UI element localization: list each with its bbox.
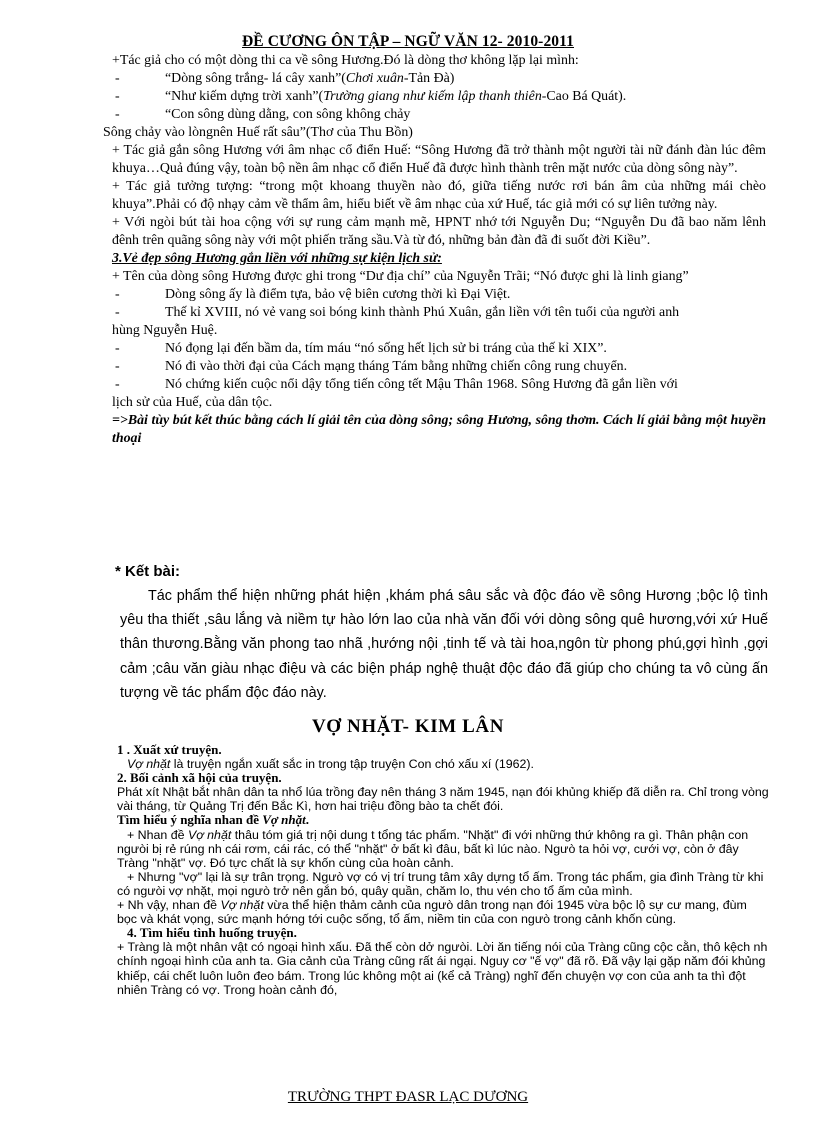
history-item: - Nó chứng kiến cuộc nổi dậy tổng tiến công tết Mậu Thân 1968. Sông Hương đã gắn liền với	[115, 377, 678, 392]
paragraph-situation: + Tràng là một nhân vật có ngoại hình xấu. Đã thế còn dở ngưòi. Lời ăn tiếng nói của Tràng cũng cộc cằn, thô kệch nh chính ngoại hình của anh ta. Gia cảnh của Tràng cũng rất ái ngại. Nguy cơ "ế vợ" đã rõ. Đã vậy lại gặp năm đói khủng khiếp, cái chết luôn luôn đeo bám. Trong lúc không một ai (kể cả Tràng) nghĩ đến chuyện vợ con của anh ta thì đột nhiên Tràng có vợ. Trong hoàn cảnh đó,	[117, 940, 768, 997]
paragraph-title-meaning-1: + Nhan đề Vợ nhặt thâu tóm giá trị nội dung t tổng tác phẩm. "Nhặt" đi với những thứ không ra gì. Thân phận con ngưòi bị rẻ rúng nh cái rơm, cái rác, có thể "nhặt" ở bất kì đâu, bất kì lúc nào. Ngưò ta hỏi vợ, cưới vợ, còn ở đây Tràng "nhặt" vợ. Đó tực chất là sự khốn cùng của hoàn cảnh.	[117, 827, 749, 870]
footer-school-name: TRƯỜNG THPT ĐASR LẠC DƯƠNG	[287, 1089, 529, 1105]
paragraph-context: Phát xít Nhật bắt nhân dân ta nhổ lúa trồng đay nên tháng 3 năm 1945, nạn đói khủng khiếp đã diễn ra. Chỉ trong vòng vài tháng, từ Quảng Trị đến Bắc Kì, hơn hai triệu đồng bào ta chết đói.	[117, 785, 769, 814]
quote-item: - “Dòng sông trắng- lá cây xanh”(Chơi xuân-Tản Đà)	[115, 71, 455, 86]
page-header-title: ĐỀ CƯƠNG ÔN TẬP – NGỮ VĂN 12- 2010-2011	[242, 33, 574, 50]
section-heading-title-meaning: Tìm hiểu ý nghĩa nhan đề Vợ nhặt.	[117, 812, 309, 828]
paragraph-nguyen-du: + Với ngòi bút tài hoa cộng với sự rung cảm mạnh mẽ, HPNT nhớ tới Nguyễn Du; “Nguyễn Du đã bao năm lênh đênh trên quãng sông này với một phiến trăng sầu.Và từ đó, những bản đàn đã đi suốt đời Kiều”.	[112, 215, 766, 248]
paragraph-river-name: + Tên của dòng sông Hương được ghi trong “Dư địa chí” của Nguyễn Trãi; “Nó được ghi là linh giang”	[112, 269, 689, 284]
paragraph-origin: Vợ nhặt là truyện ngắn xuất sắc in trong tập truyện Con chó xấu xí (1962).	[127, 757, 535, 772]
conclusion-paragraph: =>Bài tùy bút kết thúc bằng cách lí giải tên của dòng sông; sông Hương, sông thơm. Cách lí giải bằng một huyền thoại	[112, 413, 766, 446]
vo-nhat-title: VỢ NHẶT- KIM LÂN	[311, 716, 505, 737]
paragraph-imagine: + Tác giả tưởng tượng: “trong một khoang thuyền nào đó, giữa tiếng nước rơi bán âm của những mái chèo khuya”.Phải có độ nhạy cảm về thẩm âm, hiểu biết về âm nhạc của xứ Huế, tác giả mới có sự liên tưởng này.	[112, 179, 766, 212]
ket-bai-body: Tác phẩm thể hiện những phát hiện ,khám phá sâu sắc và độc đáo về sông Hương ;bộc lộ tình yêu tha thiết ,sâu lắng và niềm tự hào lớn lao của nhà văn đối với dòng sông quê hương,với xứ Huế thân thương.Bằng văn phong tao nhã ,hướng nội ,tinh tế và tài hoa,ngôn từ phong phú,gợi hình ,gợi cảm ;câu văn giàu nhạc điệu và các biện pháp nghệ thuật độc đáo đã giúp cho chúng ta vô cùng ấn tượng về tác phẩm độc đáo này.	[120, 588, 768, 701]
ket-bai-heading: * Kết bài:	[115, 563, 181, 580]
section-heading-3: 3.Vẻ đẹp sông Hương gắn liền với những sự kiện lịch sử:	[112, 251, 442, 266]
quote-item: - “Như kiếm dựng trời xanh”(Trường giang như kiếm lập thanh thiên-Cao Bá Quát).	[115, 89, 627, 104]
paragraph-title-meaning-3: + Nh vậy, nhan đề Vợ nhặt vừa thể hiện thảm cảnh của ngưò dân trong nạn đói 1945 vừa bộc lộ sự cư mang, đùm bọc và khát vọng, sức mạnh hớng tới cuộc sống, tổ ấm, niềm tin của con ngưò trong cảnh khốn cùng.	[117, 898, 747, 927]
quote-item: - “Con sông dùng dằng, con sông không chảy	[115, 107, 411, 122]
part1-section	[103, 52, 766, 448]
section-heading-2: 2. Bối cảnh xã hội của truyện.	[117, 770, 282, 786]
section-heading-1: 1 . Xuất xứ truyện.	[117, 742, 222, 757]
paragraph-title-meaning-2: + Nhưng "vợ" lại là sự trân trọng. Ngưò vợ có vị trí trung tâm xây dựng tổ ấm. Trong tác phẩm, gia đình Tràng từ khi có ngưòi vợ nhặt, mọi ngưò trở nên gắn bó, quây quần, chăm lo, thu vén cho tổ ấm của mình.	[117, 869, 764, 898]
paragraph-intro: +Tác giả cho có một dòng thi ca về sông Hương.Đó là dòng thơ không lặp lại mình:	[112, 53, 579, 68]
history-item: - Nó đọng lại đến bầm da, tím máu “nó sống hết lịch sử bi tráng của thế kỉ XIX”.	[115, 341, 607, 356]
quote-continuation: Sông chảy vào lòngnên Huế rất sâu”(Thơ của Thu Bồn)	[103, 125, 413, 140]
history-item: - Thế kỉ XVIII, nó vẻ vang soi bóng kinh thành Phú Xuân, gắn liền với tên tuổi của người anh	[115, 305, 680, 320]
vo-nhat-section	[117, 743, 770, 997]
history-item-continuation: hùng Nguyễn Huệ.	[112, 323, 218, 338]
section-heading-4: 4. Tìm hiểu tình huống truyện.	[127, 925, 297, 941]
history-item-continuation: lịch sử của Huế, của dân tộc.	[112, 395, 273, 410]
history-item: - Nó đi vào thời đại của Cách mạng tháng Tám bằng những chiến công rung chuyển.	[115, 359, 628, 374]
history-item: - Dòng sông ấy là điểm tựa, bảo vệ biên cương thời kì Đại Việt.	[115, 287, 511, 302]
paragraph-music: + Tác giả gắn sông Hương với âm nhạc cổ điển Huế: “Sông Hương đã trở thành một người tài nữ đánh đàn lúc đêm khuya…Quả đúng vậy, toàn bộ nền âm nhạc cổ điển Huế đã được hình thành trên mặt nước của dòng sông này”.	[112, 143, 766, 176]
